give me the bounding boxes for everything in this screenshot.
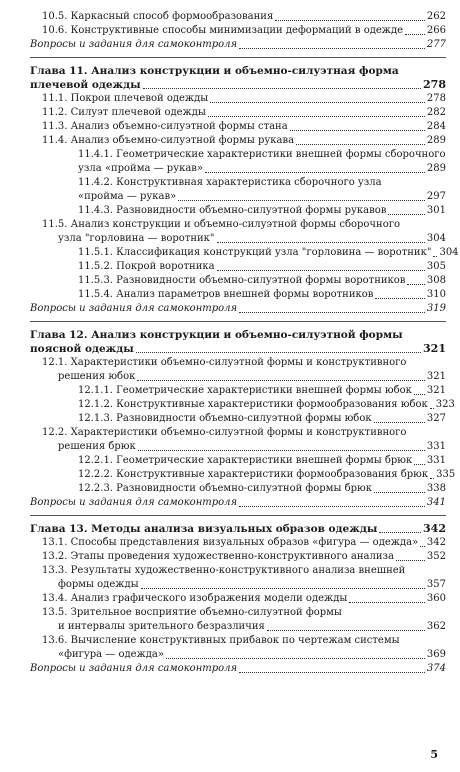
toc-entry-line: 11.4.2. Конструктивная характеристика сборочного узла [78, 177, 382, 188]
toc-entry-line: 13.3. Результаты художественно-конструктивного анализа внешней [42, 565, 406, 576]
toc-entry-page: 362 [426, 621, 446, 632]
toc-entry-page: 319 [426, 303, 446, 314]
leader-dots [430, 408, 434, 409]
toc-entry[interactable] [30, 370, 446, 384]
toc-entry-title: 11.4. Анализ объемно-силуэтной формы рукава [42, 135, 295, 146]
toc-entry[interactable] [30, 620, 446, 634]
leader-dots [349, 602, 425, 603]
toc-entry-page: 278 [426, 93, 446, 104]
chapter-title-cont: поясной одежды [30, 343, 134, 355]
toc-entry-title: 12.2.2. Конструктивные характеристики формообразования брюк [78, 469, 429, 480]
leader-dots [433, 256, 437, 257]
toc-entry-page: 289 [426, 163, 446, 174]
toc-entry-page: 262 [426, 11, 446, 22]
toc-entry-title: Вопросы и задания для самоконтроля [30, 303, 238, 314]
leader-dots [217, 270, 425, 271]
toc-entry-page: 342 [426, 537, 446, 548]
divider [30, 57, 446, 58]
chapter-entries [30, 92, 459, 316]
leader-dots [137, 380, 425, 381]
toc-entry[interactable] [30, 274, 446, 288]
toc-entry[interactable] [30, 204, 446, 218]
toc-entry-page: 310 [426, 289, 446, 300]
leader-dots [374, 492, 425, 493]
toc-entry-page: 374 [426, 663, 446, 674]
toc-entry-page: 305 [426, 261, 446, 272]
toc-entry-page: 266 [426, 25, 446, 36]
toc-entry-title: узла «пройма — рукав» [78, 163, 204, 174]
chapter-12 [30, 328, 456, 510]
toc-entry-page: 284 [426, 121, 446, 132]
toc-entry-page: 352 [426, 551, 446, 562]
toc-entry[interactable] [30, 536, 446, 550]
toc-entry[interactable] [30, 440, 446, 454]
leader-dots [414, 464, 425, 465]
toc-entry-title: формы одежды [58, 579, 139, 590]
toc-entry-title: решения брюк [58, 441, 136, 452]
chapter-title-cont: плечевой одежды [30, 79, 141, 91]
leader-dots [210, 102, 425, 103]
toc-entry-page: 321 [426, 371, 446, 382]
divider [30, 321, 446, 322]
chapter-13 [30, 522, 446, 676]
toc-entry[interactable] [30, 454, 446, 468]
toc-entry[interactable] [30, 260, 446, 274]
toc-entry[interactable] [30, 24, 446, 38]
toc-entry-title: 12.1.3. Разновидности объемно-силуэтной формы юбок [78, 413, 372, 424]
leader-dots [138, 450, 425, 451]
leader-dots [239, 506, 425, 507]
toc-entry-page: 369 [426, 649, 446, 660]
toc-entry-page: 323 [435, 399, 455, 410]
toc-entry-title: 11.5.2. Покрой воротника [78, 261, 215, 272]
toc-entry-title: решения юбок [58, 371, 136, 382]
chapter-title: Глава 13. Методы анализа визуальных образов одежды [30, 523, 378, 535]
toc-entry-title: 10.5. Каркасный способ формообразования [42, 11, 274, 22]
chapter-title: Глава 11. Анализ конструкции и объемно-силуэтная форма [30, 65, 399, 77]
chapter-title: Глава 12. Анализ конструкции и объемно-силуэтной формы [30, 329, 403, 341]
toc-entry-title: 11.5.4. Анализ параметров внешней формы воротников [78, 289, 374, 300]
toc-entry-title: «пройма — рукав» [78, 191, 177, 202]
toc-entry[interactable] [30, 592, 446, 606]
toc-entry-page: 297 [426, 191, 446, 202]
toc-entry-line: 12.1. Характеристики объемно-силуэтной формы и конструктивного [42, 357, 407, 368]
toc-section-top [30, 10, 446, 52]
toc-entry-title: Вопросы и задания для самоконтроля [30, 39, 238, 50]
leader-dots [239, 48, 425, 49]
self-check-entry[interactable] [30, 302, 446, 316]
self-check-entry[interactable] [30, 38, 446, 52]
toc-entry[interactable] [30, 134, 446, 148]
toc-entry[interactable] [30, 398, 455, 412]
toc-entry[interactable] [30, 550, 446, 564]
leader-dots [430, 478, 434, 479]
toc-entry-page: 327 [426, 413, 446, 424]
toc-entry[interactable] [30, 648, 446, 662]
toc-entry-page: 304 [426, 233, 446, 244]
leader-dots [166, 658, 425, 659]
leader-dots [296, 144, 425, 145]
leader-dots [178, 200, 425, 201]
toc-entry[interactable] [30, 578, 446, 592]
toc-entry-title: 11.5.3. Разновидности объемно-силуэтной формы воротников [78, 275, 406, 286]
toc-entry[interactable] [30, 288, 446, 302]
table-of-contents [30, 10, 459, 676]
toc-entry-title: 11.2. Силуэт плечевой одежды [42, 107, 206, 118]
leader-dots [405, 34, 425, 35]
toc-entry-line: 12.2. Характеристики объемно-силуэтной формы и конструктивного [42, 427, 407, 438]
toc-entry-page: 335 [436, 469, 456, 480]
toc-entry-title: Вопросы и задания для самоконтроля [30, 497, 238, 508]
toc-entry-page: 282 [426, 107, 446, 118]
leader-dots [374, 422, 425, 423]
toc-entry-page: 331 [426, 441, 446, 452]
leader-dots [208, 116, 425, 117]
leader-dots [407, 284, 424, 285]
toc-entry[interactable] [30, 232, 446, 246]
leader-dots [420, 546, 425, 547]
leader-dots [388, 214, 425, 215]
toc-entry-line: 11.4.1. Геометрические характеристики внешней формы сборочного [78, 149, 446, 160]
toc-entry-page: 289 [426, 135, 446, 146]
toc-entry-title: и интервалы зрительного безразличия [58, 621, 265, 632]
chapter-title-line [30, 78, 446, 92]
chapter-page: 321 [423, 342, 446, 355]
toc-entry-title: 13.4. Анализ графического изображения модели одежды [42, 593, 348, 604]
chapter-page: 278 [423, 78, 446, 91]
chapter-title-line [30, 342, 446, 356]
toc-entry-line: 13.6. Вычисление конструктивных прибавок по чертежам системы [42, 635, 400, 646]
toc-entry[interactable] [30, 384, 446, 398]
toc-entry[interactable] [30, 246, 459, 260]
leader-dots [414, 394, 425, 395]
toc-entry[interactable] [30, 106, 446, 120]
toc-entry-page: 357 [426, 579, 446, 590]
leader-dots [396, 560, 425, 561]
toc-entry[interactable] [30, 468, 456, 482]
leader-dots [141, 588, 425, 589]
leader-dots [239, 672, 425, 673]
toc-entry-page: 341 [426, 497, 446, 508]
chapter-entries [30, 536, 446, 676]
toc-entry-title: 11.1. Покрои плечевой одежды [42, 93, 209, 104]
toc-entry-page: 360 [426, 593, 446, 604]
toc-entry-title: 13.2. Этапы проведения художественно-конструктивного анализа [42, 551, 394, 562]
divider [30, 515, 446, 516]
toc-entry-page: 331 [426, 455, 446, 466]
leader-dots [217, 242, 425, 243]
toc-entry-title: Вопросы и задания для самоконтроля [30, 663, 238, 674]
page-number: 5 [430, 748, 438, 761]
toc-entry[interactable] [30, 120, 446, 134]
toc-entry-title: узла "горловина — воротник" [58, 233, 215, 244]
toc-entry-title: 11.3. Анализ объемно-силуэтной формы стана [42, 121, 288, 132]
self-check-entry[interactable] [30, 662, 446, 676]
leader-dots [290, 130, 425, 131]
toc-entry-page: 301 [426, 205, 446, 216]
toc-entry-title: 12.2.1. Геометрические характеристики внешней формы брюк [78, 455, 413, 466]
leader-dots [267, 630, 425, 631]
toc-entry-title: 10.6. Конструктивные способы минимизации деформаций в одежде [42, 25, 404, 36]
self-check-entry[interactable] [30, 496, 446, 510]
toc-entry-title: 12.1.2. Конструктивные характеристики формообразования юбок [78, 399, 428, 410]
toc-entry[interactable] [30, 482, 446, 496]
toc-entry-title: 11.5.1. Классификация конструкций узла "горловина — воротник" [78, 247, 432, 258]
toc-entry-title: 12.2.3. Разновидности объемно-силуэтной формы брюк [78, 483, 372, 494]
chapter-entries [30, 356, 456, 510]
toc-entry-page: 277 [426, 39, 446, 50]
toc-entry-page: 308 [426, 275, 446, 286]
toc-entry-page: 321 [426, 385, 446, 396]
toc-entry[interactable] [30, 92, 446, 106]
leader-dots [205, 172, 425, 173]
toc-entry[interactable] [30, 10, 446, 24]
leader-dots [136, 352, 421, 353]
toc-entry-line: 13.5. Зрительное восприятие объемно-силуэтной формы [42, 607, 342, 618]
chapter-11 [30, 64, 459, 316]
toc-entry-title: 11.4.3. Разновидности объемно-силуэтной формы рукавов [78, 205, 387, 216]
chapter-page: 342 [423, 522, 446, 535]
leader-dots [275, 20, 425, 21]
toc-entry[interactable] [30, 162, 446, 176]
chapter-title-line [30, 522, 446, 536]
leader-dots [375, 298, 425, 299]
leader-dots [379, 532, 421, 533]
toc-entry-title: «фигура — одежда» [58, 649, 164, 660]
leader-dots [143, 88, 421, 89]
toc-entry-title: 12.1.1. Геометрические характеристики внешней формы юбок [78, 385, 412, 396]
toc-entry[interactable] [30, 412, 446, 426]
toc-entry-page: 304 [439, 247, 459, 258]
leader-dots [239, 312, 425, 313]
toc-entry-page: 338 [426, 483, 446, 494]
toc-entry[interactable] [30, 190, 446, 204]
toc-entry-title: 13.1. Способы представления визуальных образов «фигура — одежда» [42, 537, 419, 548]
toc-entry-line: 11.5. Анализ конструкции и объемно-силуэтной формы сборочного [42, 219, 400, 230]
